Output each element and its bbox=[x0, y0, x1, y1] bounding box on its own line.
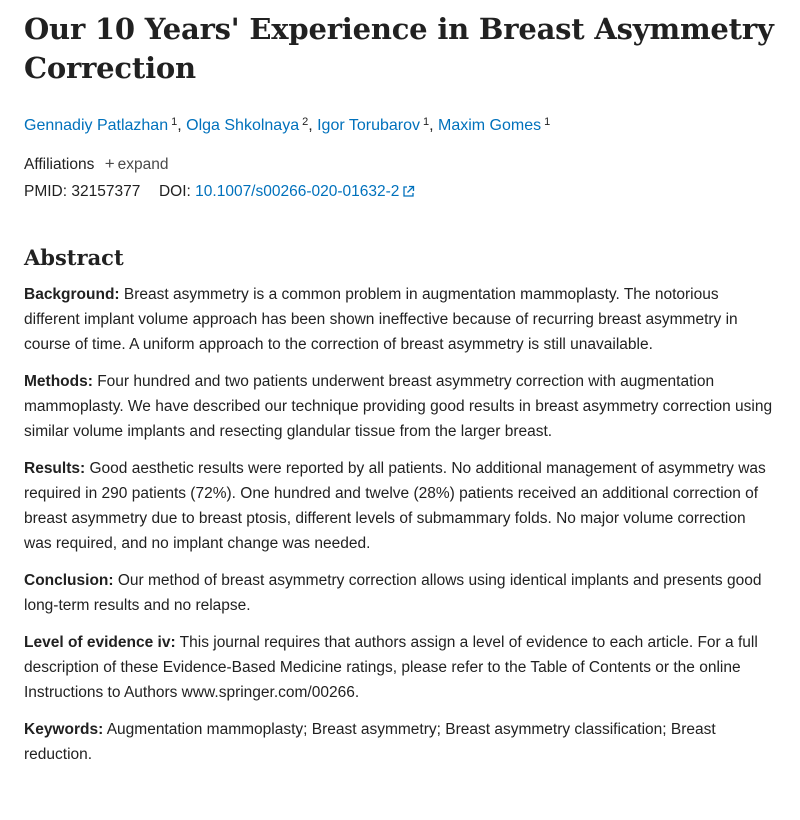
abstract-keywords bbox=[24, 717, 776, 767]
affiliation-sup: 1 bbox=[544, 116, 551, 128]
author-link-patlazhan[interactable]: Gennadiy Patlazhan bbox=[24, 117, 169, 134]
expand-label: expand bbox=[117, 156, 169, 173]
section-label: Results: bbox=[24, 460, 86, 477]
affiliation-sup: 2 bbox=[302, 116, 309, 128]
abstract-level-of-evidence bbox=[24, 630, 776, 705]
abstract-background bbox=[24, 282, 776, 357]
identifiers-row bbox=[24, 178, 776, 205]
author-link-torubarov[interactable]: Igor Torubarov bbox=[317, 117, 420, 134]
section-text: Four hundred and two patients underwent breast asymmetry correction with augmentation mammoplasty. We have described our technique providing good results in breast asymmetry correction using similar volume implants and resecting glandular tissue from the larger breast. bbox=[24, 373, 773, 440]
affiliations-label: Affiliations bbox=[24, 156, 95, 173]
abstract-results bbox=[24, 456, 776, 556]
affiliations-row bbox=[24, 150, 776, 178]
section-text: Our method of breast asymmetry correction allows using identical implants and presents good long-term results and no relapse. bbox=[24, 572, 762, 614]
abstract-heading: Abstract bbox=[24, 245, 124, 270]
abstract-conclusion bbox=[24, 568, 776, 618]
expand-affiliations-button[interactable] bbox=[105, 156, 169, 173]
affiliation-sup: 1 bbox=[422, 116, 430, 128]
affiliation-sup: 1 bbox=[171, 116, 178, 128]
author-list: Gennadiy Patlazhan $^1$, Olga Shkolnaya $^2$, Igor Torubarov $^1$, Maxim Gomes $^1$ bbox=[24, 116, 551, 134]
pmid-label: PMID: bbox=[24, 183, 68, 200]
section-text: This journal requires that authors assign a level of evidence to each article. For a full description of these Evidence-Based Medicine ratings, please refer to the Table of Contents or the online Instructions to Authors www.springer.com/00266. bbox=[24, 634, 758, 701]
section-text: Breast asymmetry is a common problem in augmentation mammoplasty. The notorious different implant volume approach has been shown ineffective because of recurring breast asymmetry in course of time. A uniform approach to the correction of breast asymmetry is still unavailable. bbox=[24, 286, 738, 353]
author-link-shkolnaya[interactable]: Olga Shkolnaya bbox=[186, 117, 300, 134]
abstract-methods bbox=[24, 369, 776, 444]
section-label: Background: bbox=[24, 286, 120, 303]
doi-label: DOI: bbox=[158, 183, 191, 200]
doi-link[interactable] bbox=[195, 183, 415, 200]
section-label: Level of evidence iv: bbox=[24, 634, 176, 651]
doi-value: 10.1007/s00266-020-01632-2 bbox=[195, 183, 400, 200]
pmid-value: 32157377 bbox=[71, 183, 141, 200]
keywords-text: Augmentation mammoplasty; Breast asymmetry; Breast asymmetry classification; Breast reduction. bbox=[24, 721, 716, 763]
section-text: Good aesthetic results were reported by all patients. No additional management of asymmetry was required in 290 patients (72%). One hundred and twelve (28%) patients received an additional correction of breast asymmetry due to breast ptosis, different levels of submammary folds. No major volume correction was required, and no implant change was needed. bbox=[24, 460, 766, 552]
section-label: Conclusion: bbox=[24, 572, 114, 589]
external-link-icon bbox=[402, 185, 415, 198]
author-link-gomes[interactable]: Maxim Gomes bbox=[438, 117, 542, 134]
keywords-label: Keywords: bbox=[24, 721, 104, 738]
plus-icon: + bbox=[104, 154, 115, 173]
article-title: Our 10 Years' Experience in Breast Asymmetry Correction bbox=[24, 12, 774, 85]
section-label: Methods: bbox=[24, 373, 93, 390]
